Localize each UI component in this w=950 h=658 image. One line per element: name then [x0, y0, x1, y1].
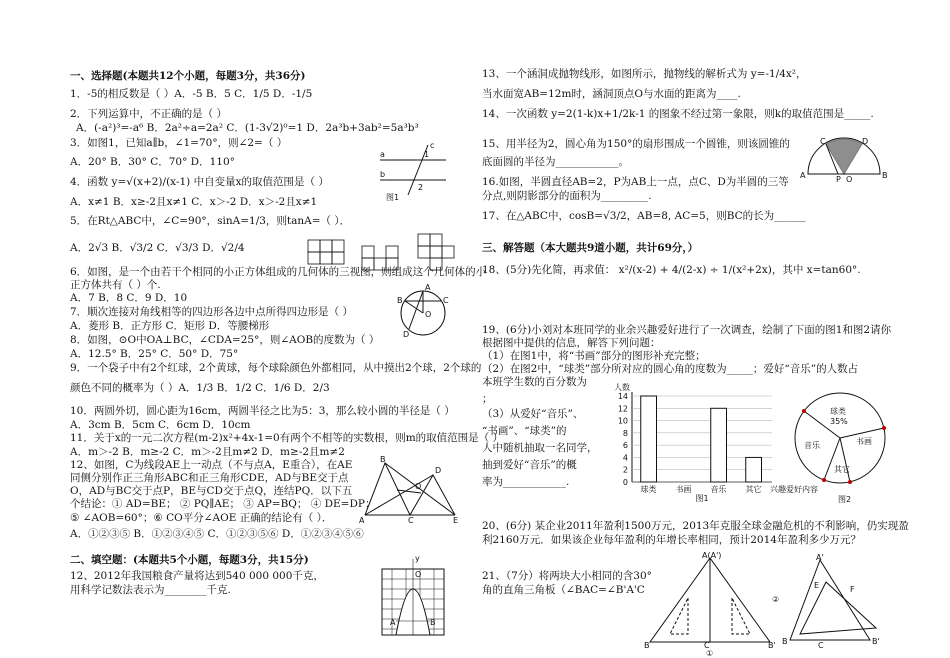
svg-text:B: B [882, 171, 888, 180]
q4: 4．函数 y=√(x+2)/(x-1) 中自变量x的取值范围是（ ） [70, 176, 329, 188]
q8-options: A．12.5° B．25° C．50° D．75° [70, 348, 239, 360]
q6-line2: 正方体共有（ ）个. [70, 279, 161, 291]
q12-line4: 个结论：① AD=BE； ② PQ∥AE； ③ AP=BQ； ④ DE=DP； [70, 498, 376, 510]
bar-caption: 图1 [695, 494, 709, 503]
svg-text:A: A [390, 618, 396, 627]
q20-line2: 利2160万元．如果该企业每年盈利的年增长率相同，预计2014年盈利多少万元？ [482, 534, 861, 546]
svg-text:C: C [818, 641, 824, 650]
q12-options: A．①②③⑤ B．①②③④⑤ C．①②③⑤⑥ D．①②③④⑤⑥ [70, 528, 364, 540]
svg-text:A: A [359, 516, 365, 525]
bar-0 [641, 396, 657, 482]
bar-chart [610, 382, 818, 503]
q16-line1: 16.如图，半圆直径AB=2，P为AB上一点，点C、D为半圆的三等 [482, 176, 789, 188]
bar-3 [746, 457, 762, 482]
bar-ytick: 6 [622, 441, 628, 451]
q18: 18、(5分)先化简，再求值： x²/(x-2) + 4/(2-x) ÷ 1/(x²+2x)，其中 x=tan60°. [482, 264, 861, 276]
svg-text:B': B' [768, 641, 776, 650]
triangles-q21-figure [640, 552, 890, 656]
q7-options: A．菱形 B．正方形 C．矩形 D．等腰梯形 [70, 320, 270, 332]
svg-text:A': A' [816, 553, 824, 562]
bar-ytick: 0 [622, 478, 628, 487]
q15-line1: 15、用半径为2，圆心角为150°的扇形围成一个圆锥，则该圆锥的 [482, 138, 790, 150]
q19-line5: 本班学生数的百分数为 [482, 376, 587, 388]
svg-text:a: a [380, 150, 385, 159]
q11: 11．关于x的一元二次方程(m-2)x²+4x-1=0有两个不相等的实数根，则m的取值范围是（ ） [70, 432, 504, 444]
svg-text:B: B [397, 296, 403, 305]
q10-options: A．3cm B．5cm C．6cm D．10cm [70, 419, 251, 431]
pie-label-ball: 球类 [830, 407, 846, 416]
q4-options: A．x≠1 B．x≥-2且x≠1 C．x＞-2 D．x＞-2且x≠1 [70, 196, 318, 208]
svg-text:P: P [836, 175, 841, 184]
q14: 14、一次函数 y=2(1-k)x+1/2k-1 的图象不经过第一象限，则k的取值范围是_____. [482, 108, 874, 120]
bar-ylabel: 人数 [614, 383, 630, 392]
q8: 8．如图，⊙O中OA⊥BC，∠CDA=25°，则∠AOB的度数为（ ） [70, 334, 380, 346]
svg-text:C: C [820, 137, 826, 146]
bar-ytick: 10 [617, 416, 628, 426]
pie-chart [790, 388, 890, 508]
parallel-lines-figure [378, 140, 448, 205]
triangles-AE-figure [355, 455, 465, 525]
q19-line4: （2）在图2中，“球类”部分所对应的圆心角的度数为_____；爱好“音乐”的人数占 [482, 363, 859, 375]
pie-caption: 图2 [838, 495, 852, 504]
q13-line1: 13、一个涵洞成抛物线形，如图所示，抛物线的解析式为 y=-1/4x²， [482, 68, 807, 80]
svg-text:D: D [862, 137, 869, 146]
q2: 2．下列运算中，不正确的是（ ） [70, 108, 228, 120]
svg-text:O: O [415, 570, 422, 579]
brick-tunnel-figure [378, 553, 450, 643]
bar-category-label: 书画 [675, 485, 692, 494]
semicircle-figure [800, 138, 890, 188]
fill-q12-line1: 12、2012年我国粮食产量将达到540 000 000千克， [70, 570, 324, 582]
svg-text:A: A [425, 283, 431, 292]
bar-ytick: 14 [617, 392, 628, 401]
section-1-heading: 一、选择题(本题共12个小题，每题3分，共36分) [70, 70, 306, 82]
bar-category-label: 其它 [745, 485, 762, 494]
q17: 17、在△ABC中，cosB=√3/2，AB=8, AC=5，则BC的长为______ [482, 210, 806, 222]
q5-options: A．2√3 B．√3/2 C．√3/3 D．√2/4 [70, 242, 245, 254]
bar-xlabel: 兴趣爱好内容 [770, 485, 818, 494]
bar-category-label: 音乐 [710, 485, 727, 494]
svg-text:B: B [644, 641, 650, 650]
svg-text:O: O [425, 310, 432, 319]
fig1-caption: 图1 [386, 193, 400, 202]
bar-ytick: 4 [622, 453, 628, 463]
q19-line1: 19、(6分)小刘对本班同学的业余兴趣爱好进行了一次调查，绘制了下面的图1和图2请你 [482, 324, 892, 336]
q3: 3．如图1，已知a∥b，∠1=70°，则∠2=（ ） [70, 137, 288, 149]
q2-options: A．(-a²)³=-a⁶ B．2a²÷a=2a² C．(1-3√2)⁰=1 D．2a³b+3ab²=5a³b³ [76, 122, 419, 134]
svg-text:E: E [453, 516, 459, 525]
q12-line1: 12、如图，C为线段AE上一动点（不与点A，E重合），在AE [70, 459, 353, 471]
q7: 7．顺次连接对角线相等的四边形各边中点所得四边形是（ ） [70, 306, 354, 318]
svg-text:D: D [403, 330, 410, 339]
svg-text:2: 2 [418, 183, 424, 192]
three-views-figure [300, 228, 465, 276]
section-2-heading: 二、填空题：(本题共5个小题，每题3分，共15分) [70, 554, 309, 566]
q9-line1: 9．一个袋子中有2个红球，2个黄球，每个球除颜色外都相同，从中摸出2个球，2个球的 [70, 362, 482, 374]
q21-line1: 21、（7分）将两块大小相同的含30° [482, 570, 652, 582]
svg-text:B: B [782, 637, 788, 646]
pie-label-music: 音乐 [804, 441, 820, 450]
pie-label-other: 其它 [834, 465, 850, 474]
q20-line1: 20、(6分) 某企业2011年盈利1500万元，2013年克服全球金融危机的不利影响，仍实现盈 [482, 520, 909, 532]
q19-line2: 根据图中提供的信息，解答下列问题： [482, 337, 661, 349]
svg-text:C: C [408, 516, 414, 525]
svg-text:D: D [435, 466, 442, 475]
bar-2 [711, 408, 727, 482]
q19-line3: （1）在图1中，将“书画”部分的图形补充完整； [482, 350, 706, 362]
q19-line10: 抽到爱好“音乐”的概 [482, 459, 577, 471]
q19-line11: 率为____________. [482, 476, 570, 488]
q9-line2: 颜色不同的概率为（ ）A．1/3 B．1/2 C．1/6 D．2/3 [70, 382, 330, 394]
svg-text:C: C [443, 296, 449, 305]
svg-text:c: c [430, 141, 435, 150]
q19-line9: 人中随机抽取一名同学， [482, 442, 598, 454]
svg-text:O: O [415, 482, 422, 491]
svg-text:B: B [380, 455, 386, 464]
q12-line3: O，AD与BC交于点P，BE与CD交于点Q，连结PQ．以下五 [70, 485, 353, 497]
q6-options: A．7 B．8 C．9 D．10 [70, 292, 188, 304]
svg-text:y: y [415, 554, 420, 563]
q19-line8: “书画”、“球类”的 [482, 425, 567, 437]
q19-line6: ； [482, 393, 493, 405]
svg-text:F: F [850, 585, 855, 594]
q3-options: A．20° B．30° C．70° D．110° [70, 156, 235, 168]
q13-line2: 当水面宽AB=12m时，涵洞顶点O与水面的距离为____. [482, 88, 741, 100]
fig-21-caption-1: ① [706, 649, 714, 658]
q16-line2: 分点,则阴影部分的面积为_________. [482, 190, 652, 202]
q5: 5．在Rt△ABC中，∠C=90°，sinA=1/3，则tanA=（ ）． [70, 215, 351, 227]
svg-text:B': B' [872, 637, 880, 646]
q1: 1．-5的相反数是（ ）A．-5 B．5 C．1/5 D．-1/5 [70, 88, 313, 100]
bar-ytick: 2 [622, 465, 628, 475]
q15-line2: 底面圆的半径为____________。 [482, 156, 629, 168]
q11-options: A．m＞-2 B．m≥-2 C．m＞-2且m≠2 D．m≥-2且m≠2 [70, 446, 345, 458]
pie-annotation: 35% [830, 417, 848, 426]
svg-text:O: O [846, 175, 853, 184]
bar-ytick: 8 [622, 428, 628, 438]
svg-text:1: 1 [424, 150, 430, 159]
q12-line2: 同侧分别作正三角形ABC和正三角形CDE，AD与BE交于点 [70, 472, 349, 484]
svg-text:C: C [704, 641, 710, 650]
bar-ytick: 12 [617, 404, 628, 414]
svg-text:b: b [380, 170, 386, 179]
q12-line5: ⑤ ∠AOB=60°；⑥ CO平分∠AOE 正确的结论有（ ）． [70, 512, 333, 524]
bar-category-label: 球类 [640, 485, 657, 494]
pie-label-painting: 书画 [856, 437, 872, 446]
svg-text:E: E [814, 581, 820, 590]
q19-line7: （3）从爱好“音乐”、 [482, 408, 584, 420]
q6-line1: 6．如图，是一个由若干个相同的小正方体组成的几何体的三视图，则组成这个几何体的小 [70, 266, 487, 278]
q21-line2: 角的直角三角板（∠BAC=∠B'A'C [482, 584, 645, 596]
svg-text:②: ② [772, 595, 780, 604]
svg-text:B: B [430, 618, 436, 627]
section-3-heading: 三、解答题（本大题共9道小题，共计69分，） [482, 242, 699, 254]
q10: 10．两圆外切，圆心距为16cm，两圆半径之比为5：3，那么较小圆的半径是（ ） [70, 405, 455, 417]
svg-text:A: A [800, 171, 806, 180]
fill-q12-line2: 用科学记数法表示为________千克. [70, 584, 231, 596]
circle-O-figure [395, 283, 455, 343]
svg-text:A(A'): A(A') [702, 551, 722, 560]
